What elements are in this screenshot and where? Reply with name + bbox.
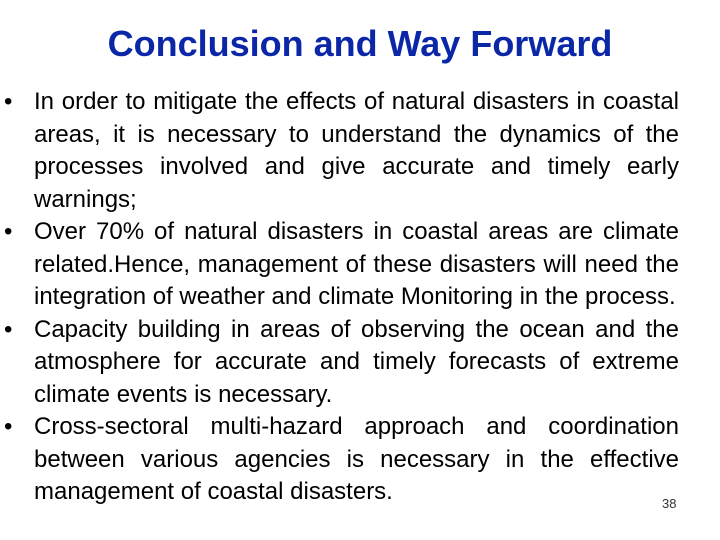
bullet-text-4: Cross-sectoral multi-hazard approach and coordination between various agencies is necessary in the effective management of coastal disasters. [34, 413, 679, 505]
bullet-item-3 [0, 314, 679, 412]
bullet-text-3: Capacity building in areas of observing the ocean and the atmosphere for accurate and timely forecasts of extreme climate events is necessary. [34, 315, 679, 408]
bullet-item-4 [0, 411, 679, 509]
page-number: 38 [662, 496, 677, 511]
bullet-marker-icon: • [4, 218, 13, 245]
bullet-item-1 [0, 86, 679, 216]
bullet-text-1: In order to mitigate the effects of natural disasters in coastal areas, it is necessary to understand the dynamics of the processes involved and give accurate and timely early warnings; [34, 88, 679, 213]
bullet-item-2 [0, 216, 679, 314]
bullet-marker-icon: • [4, 413, 13, 440]
bullet-marker-icon: • [4, 88, 13, 115]
bullet-marker-icon: • [4, 315, 13, 343]
slide-title: Conclusion and Way Forward [107, 23, 613, 64]
bullet-list [0, 86, 720, 509]
bullet-text-2: Over 70% of natural disasters in coastal areas are climate related.Hence, management of these disasters will need the integration of weather and climate Monitoring in the process. [34, 218, 679, 310]
